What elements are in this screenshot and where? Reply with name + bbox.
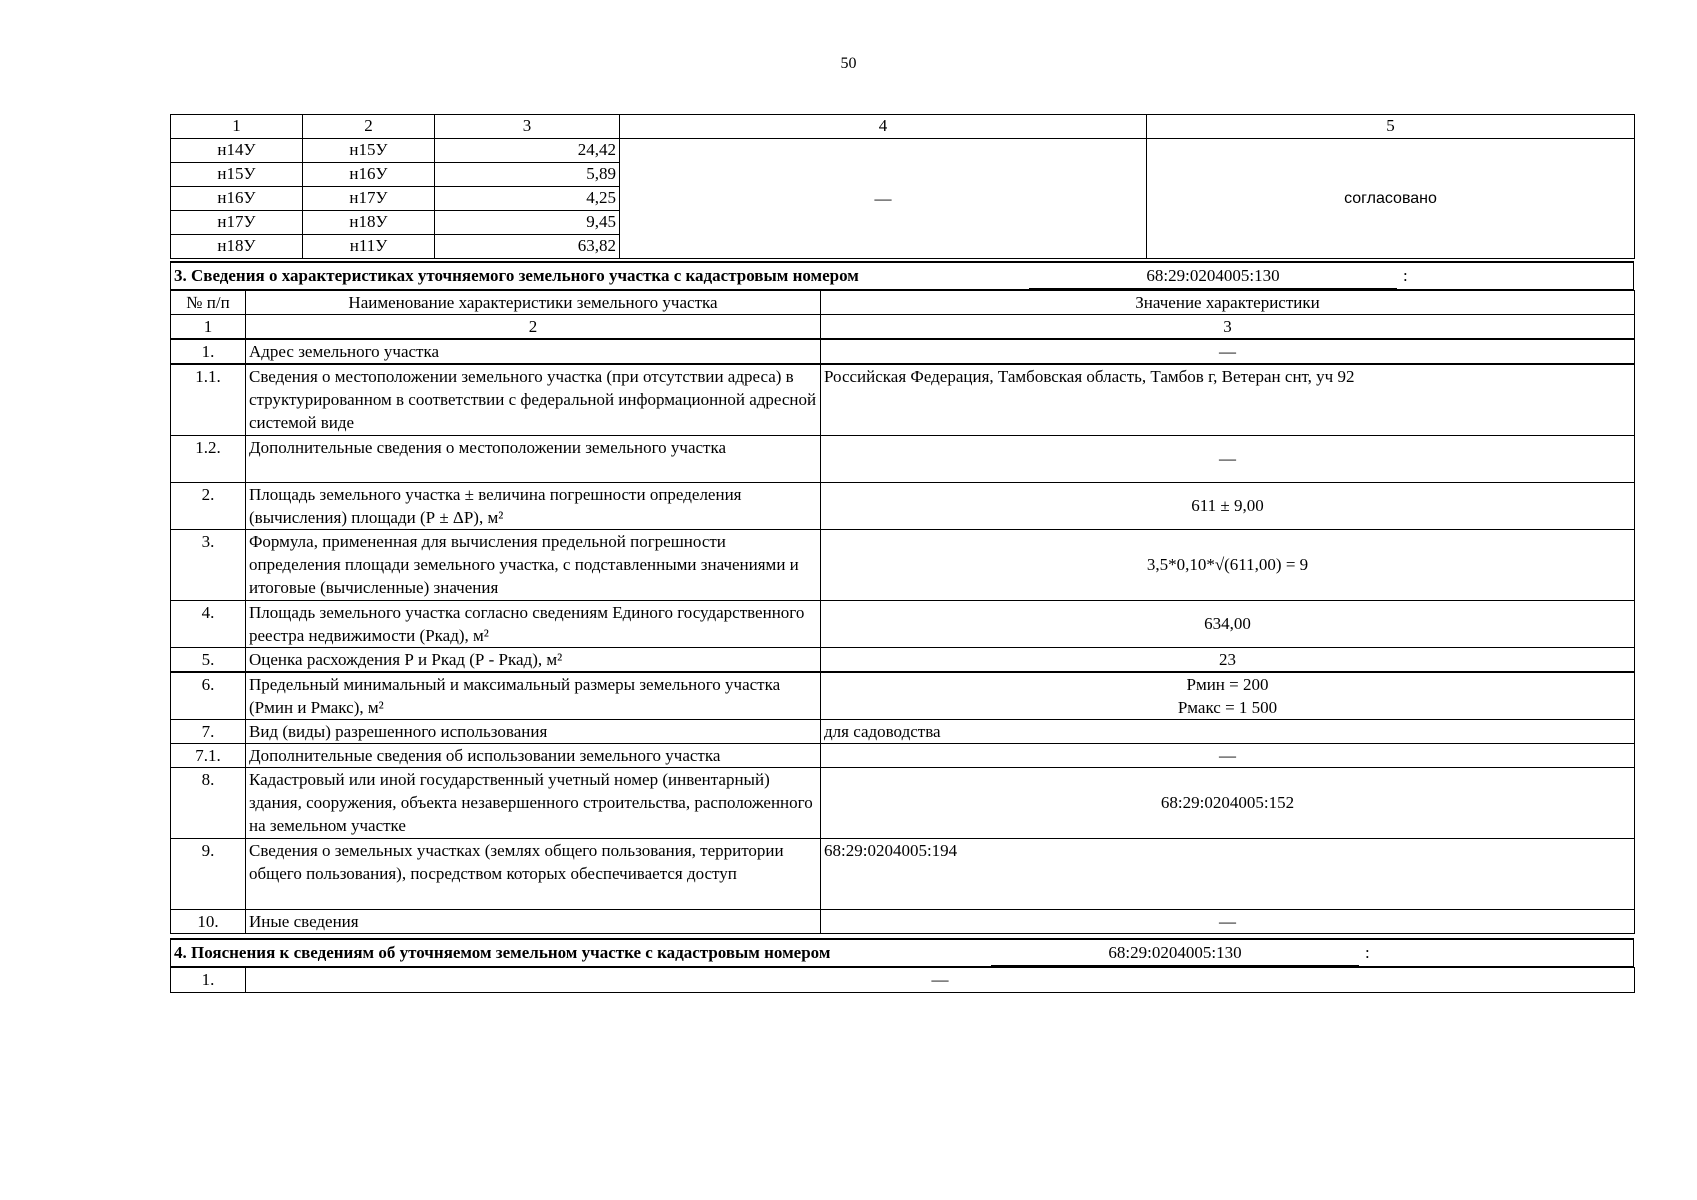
section3-colon: : bbox=[1403, 266, 1408, 285]
point-to: н11У bbox=[303, 235, 435, 259]
row-value: — bbox=[246, 968, 1635, 993]
page-number: 50 bbox=[840, 55, 857, 72]
row-value: — bbox=[821, 743, 1635, 767]
row-number: 4. bbox=[171, 600, 246, 647]
table-row bbox=[171, 364, 1635, 435]
subheader-cell: 3 bbox=[821, 315, 1635, 340]
section4-title bbox=[170, 938, 1634, 967]
point-from: н16У bbox=[171, 187, 303, 211]
row-number: 7. bbox=[171, 719, 246, 743]
row-value: 23 bbox=[821, 647, 1635, 672]
table-row bbox=[171, 909, 1635, 933]
table-row bbox=[171, 600, 1635, 647]
table-row bbox=[171, 767, 1635, 838]
section3-cadastral-number: 68:29:0204005:130 bbox=[1029, 263, 1397, 289]
segment-length: 24,42 bbox=[435, 139, 620, 163]
row-value: — bbox=[821, 435, 1635, 482]
min-size-value: Рмин = 200 bbox=[1186, 674, 1269, 694]
row-number: 6. bbox=[171, 672, 246, 720]
segment-length: 4,25 bbox=[435, 187, 620, 211]
table-row bbox=[171, 838, 1635, 909]
row-name: Сведения о земельных участках (землях общего пользования, территории общего пользования), посредством которых обеспечивается доступ bbox=[246, 838, 821, 909]
header-cell: 3 bbox=[435, 115, 620, 139]
row-value: 611 ± 9,00 bbox=[821, 482, 1635, 529]
point-to: н18У bbox=[303, 211, 435, 235]
row-value: 68:29:0204005:194 bbox=[821, 838, 1635, 909]
row-number: 8. bbox=[171, 767, 246, 838]
row-name: Площадь земельного участка согласно сведениям Единого государственного реестра недвижимости (Ркад), м² bbox=[246, 600, 821, 647]
table-row bbox=[171, 647, 1635, 672]
table-row bbox=[171, 743, 1635, 767]
point-to: н17У bbox=[303, 187, 435, 211]
row-number: 1.2. bbox=[171, 435, 246, 482]
table-subheader-row bbox=[171, 315, 1635, 340]
table-row bbox=[171, 968, 1635, 993]
row-number: 1. bbox=[171, 339, 246, 364]
row-value: для садоводства bbox=[821, 719, 1635, 743]
row-value: Российская Федерация, Тамбовская область, Тамбов г, Ветеран снт, уч 92 bbox=[821, 364, 1635, 435]
row-value: 3,5*0,10*√(611,00) = 9 bbox=[821, 529, 1635, 600]
segment-length: 5,89 bbox=[435, 163, 620, 187]
row-value: — bbox=[821, 339, 1635, 364]
row-value: — bbox=[821, 909, 1635, 933]
section3-title bbox=[170, 261, 1634, 290]
row-number: 5. bbox=[171, 647, 246, 672]
row-name: Формула, примененная для вычисления предельной погрешности определения площади земельного участка, с подставленными значениями и итоговые (вычисленные) значения bbox=[246, 529, 821, 600]
table-header-row bbox=[171, 115, 1635, 139]
row-name: Дополнительные сведения о местоположении земельного участка bbox=[246, 435, 821, 482]
header-cell: 2 bbox=[303, 115, 435, 139]
point-from: н15У bbox=[171, 163, 303, 187]
section4-cadastral-number: 68:29:0204005:130 bbox=[991, 940, 1359, 966]
section4-colon: : bbox=[1365, 943, 1370, 962]
header-cell: 1 bbox=[171, 115, 303, 139]
section4-title-text: 4. Пояснения к сведениям об уточняемом земельном участке с кадастровым номером bbox=[174, 943, 831, 962]
header-cell-number: № п/п bbox=[171, 291, 246, 315]
row-name: Дополнительные сведения об использовании земельного участка bbox=[246, 743, 821, 767]
row-number: 1.1. bbox=[171, 364, 246, 435]
explanations-table bbox=[170, 967, 1635, 993]
max-size-value: Рмакс = 1 500 bbox=[1177, 697, 1278, 717]
point-from: н14У bbox=[171, 139, 303, 163]
row-name: Иные сведения bbox=[246, 909, 821, 933]
table-header-row bbox=[171, 291, 1635, 315]
segment-length: 9,45 bbox=[435, 211, 620, 235]
point-from: н18У bbox=[171, 235, 303, 259]
point-from: н17У bbox=[171, 211, 303, 235]
row-number: 2. bbox=[171, 482, 246, 529]
row-name: Оценка расхождения Р и Ркад (Р - Ркад), м² bbox=[246, 647, 821, 672]
characteristics-table bbox=[170, 290, 1635, 934]
subheader-cell: 1 bbox=[171, 315, 246, 340]
header-cell-name: Наименование характеристики земельного участка bbox=[246, 291, 821, 315]
row-name: Предельный минимальный и максимальный размеры земельного участка (Рмин и Рмакс), м² bbox=[246, 672, 821, 720]
row-value: 68:29:0204005:152 bbox=[821, 767, 1635, 838]
row-value: 634,00 bbox=[821, 600, 1635, 647]
segment-length: 63,82 bbox=[435, 235, 620, 259]
section3-title-text: 3. Сведения о характеристиках уточняемого земельного участка с кадастровым номером bbox=[174, 266, 859, 285]
row-name: Кадастровый или иной государственный учетный номер (инвентарный) здания, сооружения, объекта незавершенного строительства, расположенного на земельном участке bbox=[246, 767, 821, 838]
row-name: Сведения о местоположении земельного участка (при отсутствии адреса) в структурированном в соответствии с федеральной информационной адресной системой виде bbox=[246, 364, 821, 435]
header-cell: 4 bbox=[620, 115, 1147, 139]
table-row bbox=[171, 672, 1635, 720]
row-number: 9. bbox=[171, 838, 246, 909]
row-number: 7.1. bbox=[171, 743, 246, 767]
table-row bbox=[171, 482, 1635, 529]
subheader-cell: 2 bbox=[246, 315, 821, 340]
table-row bbox=[171, 529, 1635, 600]
row-number: 3. bbox=[171, 529, 246, 600]
point-to: н15У bbox=[303, 139, 435, 163]
row-value bbox=[821, 672, 1635, 720]
header-cell-value: Значение характеристики bbox=[821, 291, 1635, 315]
approval-status: согласовано bbox=[1147, 139, 1635, 259]
table-row bbox=[171, 435, 1635, 482]
row-name: Адрес земельного участка bbox=[246, 339, 821, 364]
header-cell: 5 bbox=[1147, 115, 1635, 139]
row-name: Вид (виды) разрешенного использования bbox=[246, 719, 821, 743]
col4-merged-value: — bbox=[620, 139, 1147, 259]
row-number: 1. bbox=[171, 968, 246, 993]
row-number: 10. bbox=[171, 909, 246, 933]
row-name: Площадь земельного участка ± величина погрешности определения (вычисления) площади (Р ± ΔР), м² bbox=[246, 482, 821, 529]
table-row bbox=[171, 339, 1635, 364]
point-to: н16У bbox=[303, 163, 435, 187]
table-row bbox=[171, 719, 1635, 743]
boundary-segments-table bbox=[170, 114, 1635, 259]
table-row bbox=[171, 139, 1635, 163]
